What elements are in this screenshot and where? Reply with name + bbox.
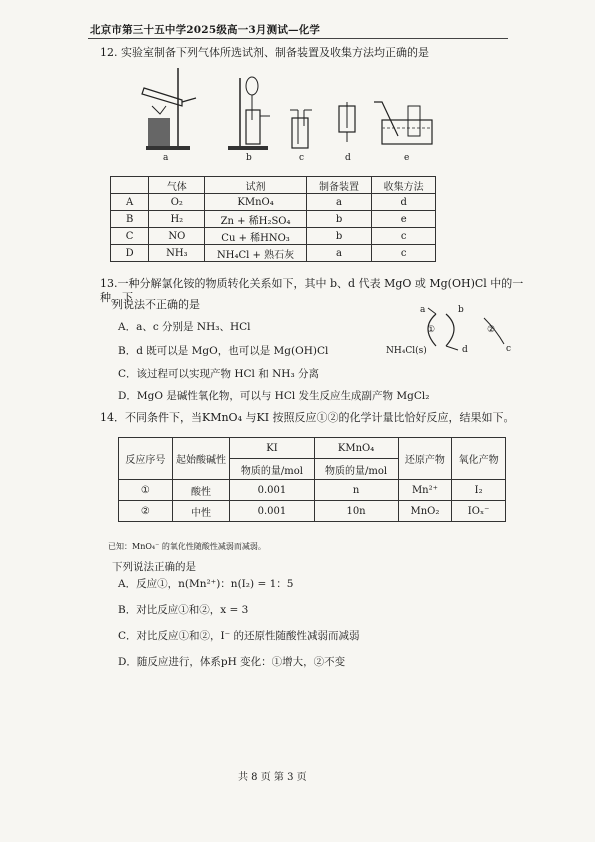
q14-th-reduction: 还原产物 <box>398 438 452 480</box>
cell: H₂ <box>149 211 205 228</box>
table-row <box>111 194 436 211</box>
apparatus-label-a: a <box>163 153 169 163</box>
q14-option-b: B．对比反应①和②，x = 3 <box>118 604 249 616</box>
cell: MnO₂ <box>398 501 452 522</box>
cell: c <box>372 245 436 262</box>
page-header: 北京市第三十五中学2025级高一3月测试—化学 <box>90 24 321 36</box>
table-row <box>119 501 506 522</box>
cell: KMnO₄ <box>205 194 306 211</box>
apparatus-label-e: e <box>404 153 410 163</box>
q12-th-0 <box>111 177 149 194</box>
apparatus-label-b: b <box>246 153 252 163</box>
cell: Cu + 稀HNO₃ <box>205 228 306 245</box>
cell: ② <box>119 501 173 522</box>
q14-option-c: C．对比反应①和②，I⁻ 的还原性随酸性减弱而减弱 <box>118 630 360 642</box>
cell: 中性 <box>172 501 230 522</box>
cell: 10n <box>314 501 398 522</box>
cell: ① <box>119 480 173 501</box>
cell: NH₃ <box>149 245 205 262</box>
q14-th-acid: 起始酸碱性 <box>172 438 230 480</box>
q13-diagram-b: b <box>458 305 464 315</box>
cell: 0.001 <box>230 480 314 501</box>
q14-option-a: A．反应①，n(Mn²⁺)：n(I₂) = 1：5 <box>118 578 294 590</box>
q13-diagram-step1: ① <box>427 325 436 335</box>
q13-stem-line1: 13.一种分解氯化铵的物质转化关系如下，其中 b、d 代表 MgO 或 Mg(OH)Cl 中的一种。下 <box>100 277 524 304</box>
q14-option-d: D．随反应进行，体系pH 变化：①增大，②不变 <box>118 656 346 668</box>
cell: a <box>306 245 372 262</box>
cell: NO <box>149 228 205 245</box>
apparatus-e <box>372 98 436 148</box>
cell: IOₓ⁻ <box>452 501 506 522</box>
q14-stem: 14．不同条件下，当KMnO₄ 与KI 按照反应①②的化学计量比恰好反应，结果如下。 <box>100 411 515 424</box>
cell: b <box>306 228 372 245</box>
q12-th-apparatus: 制备装置 <box>306 177 372 194</box>
table-row <box>111 228 436 245</box>
cell: I₂ <box>452 480 506 501</box>
cell: c <box>372 228 436 245</box>
q14-note: 已知：MnO₄⁻ 的氧化性随酸性减弱而减弱。 <box>108 542 266 551</box>
cell: NH₄Cl + 熟石灰 <box>205 245 306 262</box>
q13-diagram-d: d <box>462 345 468 355</box>
q12-table <box>110 176 436 262</box>
q13-diagram-a: a <box>420 305 426 315</box>
q14-th-kmno4: KMnO₄ <box>314 438 398 459</box>
apparatus-b <box>224 70 274 152</box>
q13-option-d: D．MgO 是碱性氧化物，可以与 HCl 发生反应生成副产物 MgCl₂ <box>118 390 430 402</box>
q13-stem-line2: 列说法不正确的是 <box>112 298 200 311</box>
q13-option-b: B．d 既可以是 MgO，也可以是 Mg(OH)Cl <box>118 345 329 357</box>
cell: d <box>372 194 436 211</box>
cell: 0.001 <box>230 501 314 522</box>
q13-diagram-step2: ② <box>487 325 496 335</box>
q14-th-kmno4-unit: 物质的量/mol <box>314 459 398 480</box>
cell: e <box>372 211 436 228</box>
q12-th-gas: 气体 <box>149 177 205 194</box>
cell: A <box>111 194 149 211</box>
cell: b <box>306 211 372 228</box>
q12-table-header <box>111 177 436 194</box>
cell: n <box>314 480 398 501</box>
cell: a <box>306 194 372 211</box>
cell: O₂ <box>149 194 205 211</box>
q14-question: 下列说法正确的是 <box>112 561 196 573</box>
cell: Zn + 稀H₂SO₄ <box>205 211 306 228</box>
q12-th-collection: 收集方法 <box>372 177 436 194</box>
q14-table <box>118 437 506 522</box>
cell: C <box>111 228 149 245</box>
table-row <box>111 245 436 262</box>
apparatus-c <box>288 106 314 150</box>
q13-option-c: C．该过程可以实现产物 HCl 和 NH₃ 分离 <box>118 368 319 380</box>
apparatus-a <box>138 66 198 151</box>
cell: Mn²⁺ <box>398 480 452 501</box>
cell: B <box>111 211 149 228</box>
header-divider <box>88 38 508 39</box>
q14-th-seq: 反应序号 <box>119 438 173 480</box>
q13-option-a: A．a、c 分别是 NH₃、HCl <box>118 321 251 333</box>
q14-th-ki-unit: 物质的量/mol <box>230 459 314 480</box>
q14-th-oxidation: 氧化产物 <box>452 438 506 480</box>
apparatus-label-d: d <box>345 153 351 163</box>
table-row <box>119 480 506 501</box>
q12-stem: 12. 实验室制备下列气体所选试剂、制备装置及收集方法均正确的是 <box>100 46 429 59</box>
q13-diagram-c: c <box>506 344 512 354</box>
q13-diagram-reactant: NH₄Cl(s) <box>386 346 427 356</box>
table-row <box>111 211 436 228</box>
apparatus-label-c: c <box>299 153 305 163</box>
page-footer: 共 8 页 第 3 页 <box>238 772 307 783</box>
cell: D <box>111 245 149 262</box>
cell: 酸性 <box>172 480 230 501</box>
q14-th-ki: KI <box>230 438 314 459</box>
apparatus-d <box>334 102 360 146</box>
q12-th-reagent: 试剂 <box>205 177 306 194</box>
